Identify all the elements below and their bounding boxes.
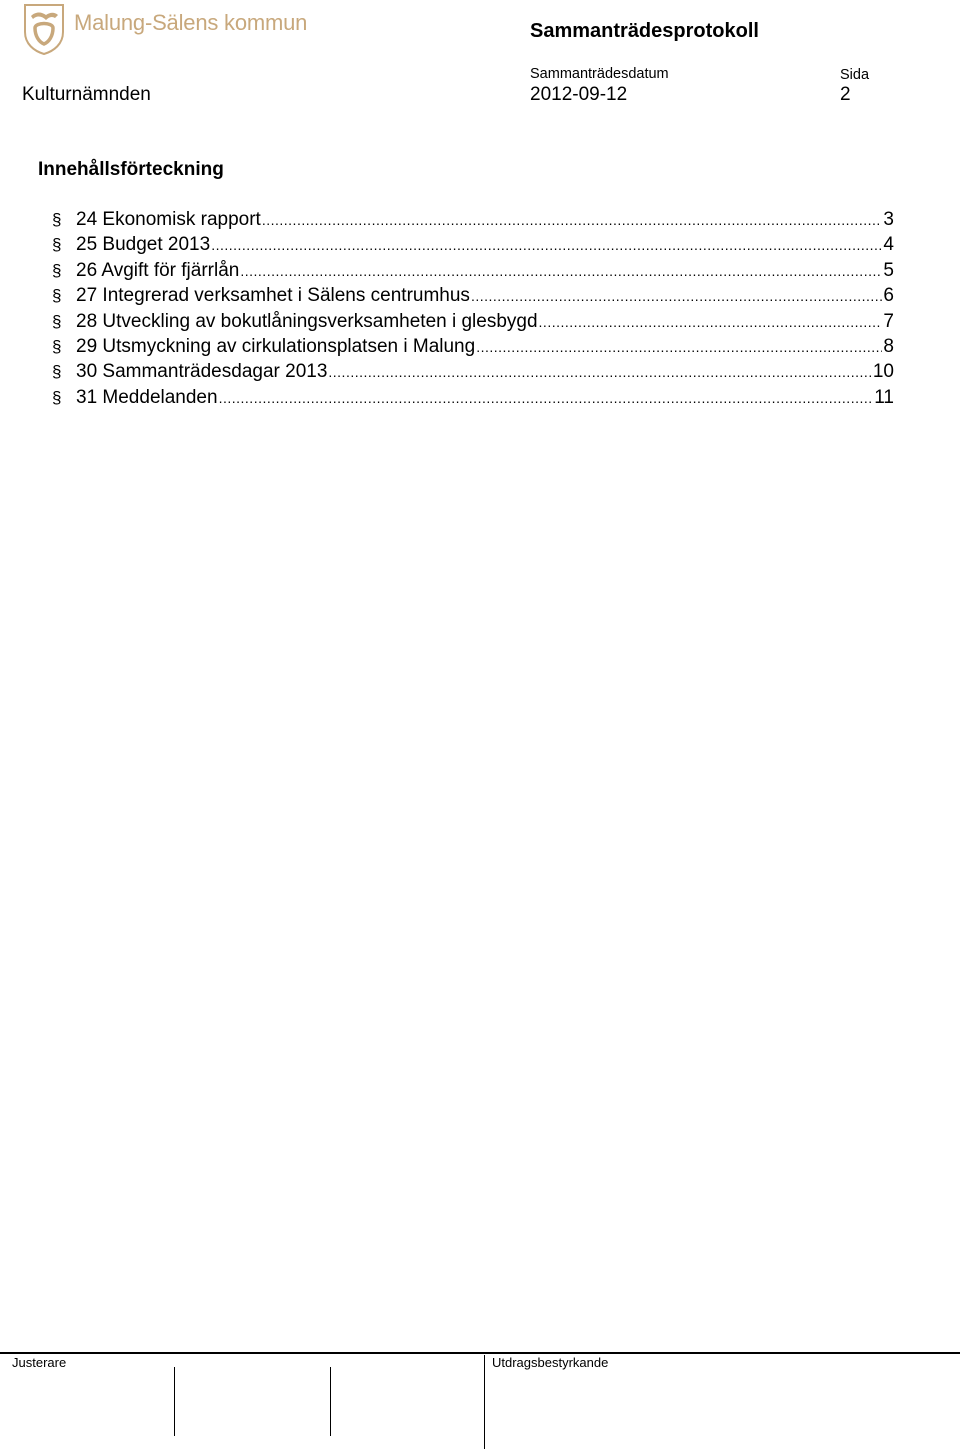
toc-item[interactable] [52,385,894,410]
page-label: Sida [840,67,870,83]
toc-item-title: 30 Sammanträdesdagar 2013 [76,361,328,383]
committee-name: Kulturnämnden [22,84,151,105]
toc-item-title: 24 Ekonomisk rapport [76,209,261,230]
toc-item-title: 26 Avgift för fjärrlån [76,259,240,281]
signature-field-divider [330,1367,331,1436]
signature-field-divider [484,1355,485,1449]
toc-item-title: 31 Meddelanden [76,386,218,408]
table-of-contents [52,207,894,410]
toc-heading: Innehållsförteckning [38,159,224,180]
dot-leader [262,208,883,233]
dot-leader [219,386,874,411]
toc-item[interactable] [52,334,894,359]
toc-item-page: 10 [872,361,894,383]
meeting-date: 2012-09-12 [530,84,628,105]
toc-item-page: 8 [883,335,894,357]
toc-item[interactable] [52,258,894,283]
footer-divider [0,1352,960,1354]
section-sign-icon: § [52,260,62,280]
toc-item[interactable] [52,207,894,232]
toc-item-title: 25 Budget 2013 [76,234,211,256]
toc-item-title: 27 Integrerad verksamhet i Sälens centrumhus [76,285,470,307]
toc-item-title: 28 Utveckling av bokutlåningsverksamheten i glesbygd [76,310,538,332]
section-sign-icon: § [52,387,62,407]
toc-item-page: 3 [883,209,894,230]
dot-leader [539,310,883,335]
dot-leader [328,360,871,385]
toc-item[interactable] [52,283,894,308]
document-type: Sammanträdesprotokoll [530,20,759,42]
coat-of-arms-icon [22,2,66,56]
toc-item-page: 6 [883,285,894,307]
section-sign-icon: § [52,210,62,229]
dot-leader [476,335,882,360]
section-sign-icon: § [52,362,62,382]
dot-leader [211,233,882,258]
justerare-label: Justerare [12,1355,67,1370]
section-sign-icon: § [52,311,62,331]
meeting-date-label: Sammanträdesdatum [530,66,669,82]
utdragsbestyrkande-label: Utdragsbestyrkande [492,1355,609,1370]
organization-name: Malung-Sälens kommun [74,10,308,35]
section-sign-icon: § [52,235,62,255]
toc-item[interactable] [52,359,894,384]
toc-item[interactable] [52,232,894,257]
section-sign-icon: § [52,286,62,306]
toc-item-page: 4 [883,234,894,256]
signature-field-divider [174,1367,175,1436]
dot-leader [240,259,882,284]
toc-item[interactable] [52,309,894,334]
page-number: 2 [840,84,851,105]
toc-item-page: 11 [874,386,894,408]
toc-item-page: 7 [883,310,894,332]
toc-item-page: 5 [883,259,894,281]
section-sign-icon: § [52,336,62,356]
municipality-logo [22,2,307,56]
dot-leader [471,284,882,309]
toc-item-title: 29 Utsmyckning av cirkulationsplatsen i Malung [76,335,476,357]
